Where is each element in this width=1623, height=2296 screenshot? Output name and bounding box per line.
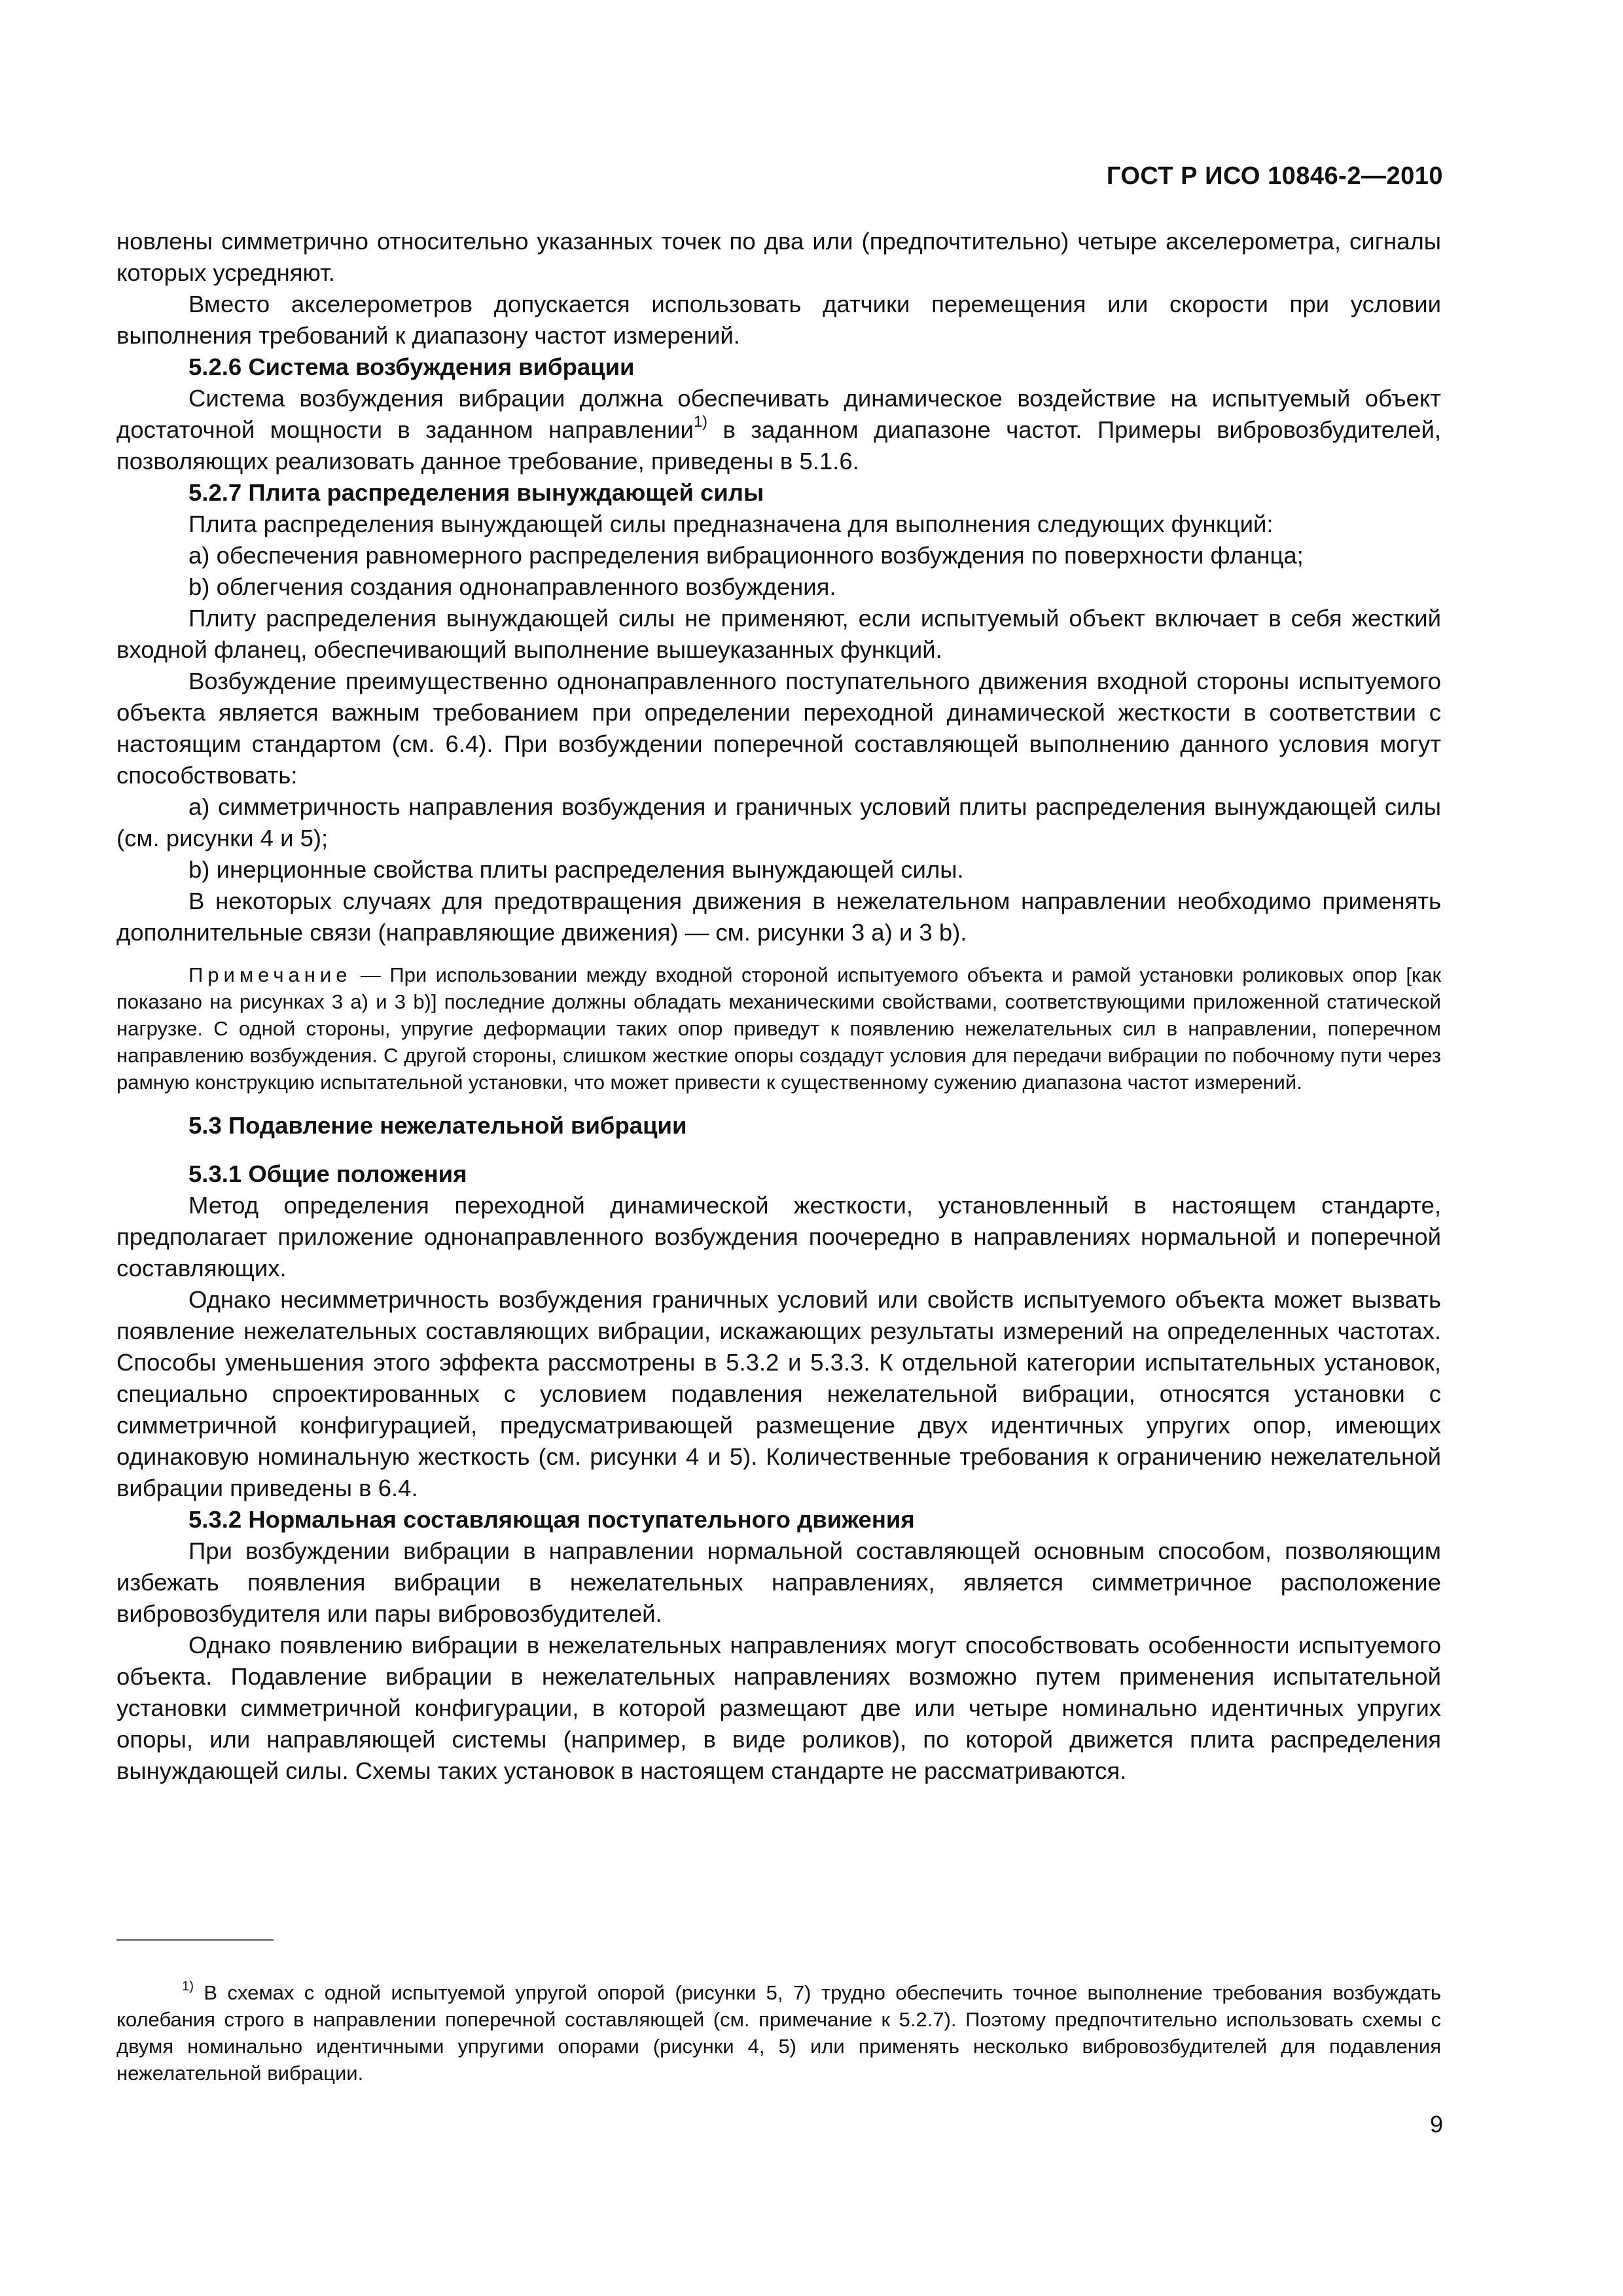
footnote-divider — [116, 1939, 274, 1941]
paragraph: новлены симметрично относительно указанных точек по два или (предпочтительно) четыре акселерометра, сигналы которых усредняют. — [116, 228, 1441, 286]
footnote-marker: 1) — [182, 1979, 194, 1994]
paragraph: Система возбуждения вибрации должна обеспечивать динамическое воздействие на испытуемый объект достаточной мощности в заданном направлении$^{1)}$ в заданном диапазоне частот. Примеры вибровозбудителей, позволяющих реализовать данное требование, приведены в 5.1.6. — [116, 385, 1441, 475]
section-heading-5-3-2: 5.3.2 Нормальная составляющая поступательного движения — [188, 1506, 915, 1533]
footnote: $^{1)}$ В схемах с одной испытуемой упругой опорой (рисунки 5, 7) трудно обеспечить точное выполнение требования возбуждать колебания строго в направлении поперечной составляющей (см. примечание к 5.2.7). Поэтому предпочтительно использовать схемы с двумя номинально идентичными упругими опорами (рисунки 4, 5) или применять несколько вибровозбудителей для подавления нежелательной вибрации. — [116, 1979, 1441, 2085]
list-item: b) инерционные свойства плиты распределения вынуждающей силы. — [188, 856, 964, 883]
paragraph: Возбуждение преимущественно однонаправленного поступательного движения входной стороны испытуемого объекта является важным требованием при определении переходной динамической жесткости в соответствии с настоящим стандартом (см. 6.4). При возбуждении поперечной составляющей выполнению данного условия могут способствовать: — [116, 668, 1441, 789]
paragraph: В некоторых случаях для предотвращения движения в нежелательном направлении необходимо применять дополнительные связи (направляющие движения) — см. рисунки 3 a) и 3 b). — [116, 888, 1441, 946]
footnote-reference: 1) — [693, 414, 708, 431]
paragraph: Однако появлению вибрации в нежелательных направлениях могут способствовать особенности испытуемого объекта. Подавление вибрации в нежелательных направлениях возможно путем применения испытательной установки симметричной конфигурации, в которой размещают две или четыре номинально идентичных упругих опоры, или направляющей системы (например, в виде роликов), по которой движется плита распределения вынуждающей силы. Схемы таких установок в настоящем стандарте не рассматриваются. — [116, 1632, 1441, 1784]
page-header: ГОСТ Р ИСО 10846-2—2010 — [1106, 162, 1443, 190]
paragraph: При возбуждении вибрации в направлении нормальной составляющей основным способом, позволяющим избежать появления вибрации в нежелательных направлениях, является симметричное расположение вибровозбудителя или пары вибровозбудителей. — [116, 1537, 1441, 1627]
document-body — [116, 226, 1441, 1787]
list-item: a) обеспечения равномерного распределения вибрационного возбуждения по поверхности фланца; — [188, 542, 1304, 569]
note: Примечание — При использовании между входной стороной испытуемого объекта и рамой установки роликовых опор [как показано на рисунках 3 a) и 3 b)] последние должны обладать механическими свойствами, соответствующими приложенной статической нагрузке. С одной стороны, упругие деформации таких опор приведут к появлению нежелательных сил в направлении, поперечном направлению возбуждения. С другой стороны, слишком жесткие опоры создадут условия для передачи вибрации по побочному пути через рамную конструкцию испытательной установки, что может привести к существенному сужению диапазона частот измерений. — [116, 963, 1441, 1094]
section-heading-5-3-1: 5.3.1 Общие положения — [188, 1160, 467, 1187]
section-heading-5-3: 5.3 Подавление нежелательной вибрации — [188, 1112, 687, 1139]
paragraph: Плиту распределения вынуждающей силы не применяют, если испытуемый объект включает в себя жесткий входной фланец, обеспечивающий выполнение вышеуказанных функций. — [116, 605, 1441, 663]
paragraph: Метод определения переходной динамической жесткости, установленный в настоящем стандарте, предполагает приложение однонаправленного возбуждения поочередно в направлениях нормальной и поперечной составляющих. — [116, 1192, 1441, 1282]
paragraph: Плита распределения вынуждающей силы предназначена для выполнения следующих функций: — [188, 511, 1274, 537]
paragraph: Однако несимметричность возбуждения граничных условий или свойств испытуемого объекта может вызвать появление нежелательных составляющих вибрации, искажающих результаты измерений на определенных частотах. Способы уменьшения этого эффекта рассмотрены в 5.3.2 и 5.3.3. К отдельной категории испытательных установок, специально спроектированных с условием подавления нежелательной вибрации, относятся установки с симметричной конфигурацией, предусматривающей размещение двух идентичных упругих опор, имеющих одинаковую номинальную жесткость (см. рисунки 4 и 5). Количественные требования к ограничению нежелательной вибрации приведены в 6.4. — [116, 1286, 1441, 1501]
note-label: Примечание — [188, 963, 352, 986]
section-heading-5-2-6: 5.2.6 Система возбуждения вибрации — [188, 353, 635, 380]
page-number: 9 — [1429, 2111, 1443, 2138]
list-item: a) симметричность направления возбуждения и граничных условий плиты распределения вынуждающей силы (см. рисунки 4 и 5); — [116, 793, 1441, 852]
section-heading-5-2-7: 5.2.7 Плита распределения вынуждающей силы — [188, 479, 764, 506]
list-item: b) облегчения создания однонаправленного возбуждения. — [188, 573, 836, 600]
paragraph: Вместо акселерометров допускается использовать датчики перемещения или скорости при условии выполнения требований к диапазону частот измерений. — [116, 291, 1441, 349]
